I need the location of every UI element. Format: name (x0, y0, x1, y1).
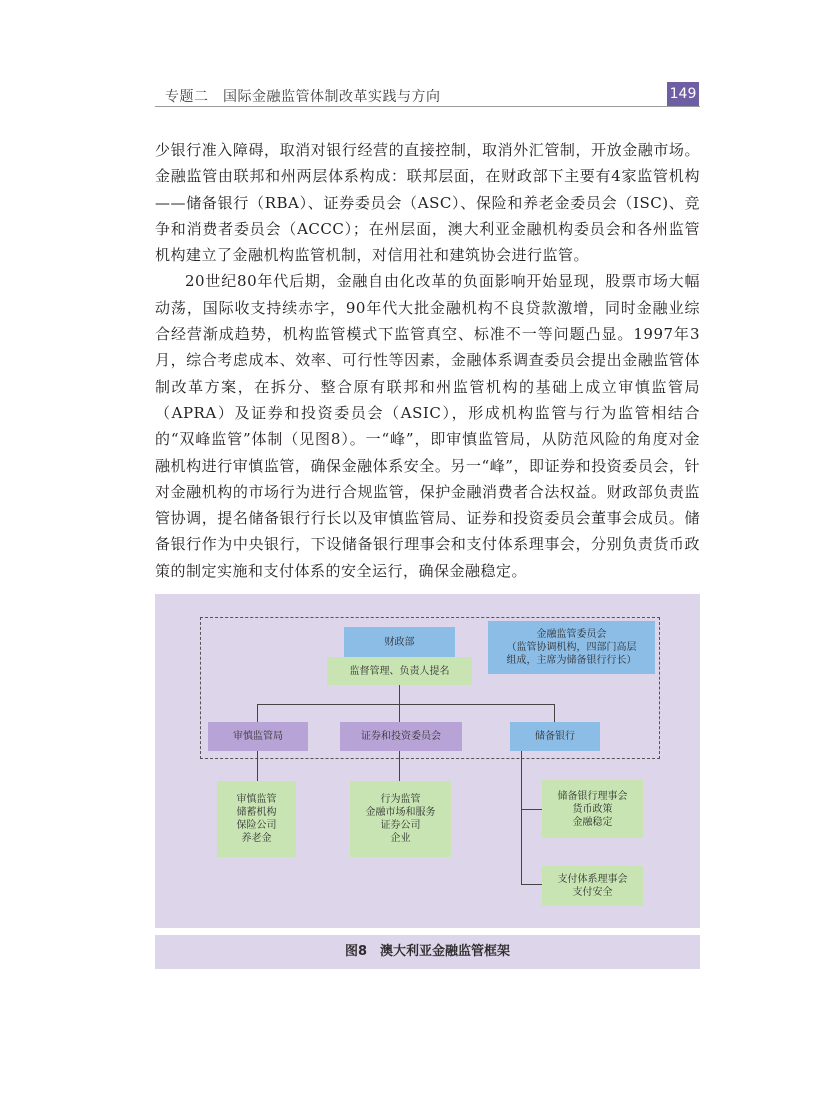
header-rule (155, 106, 700, 107)
treasury-box (344, 627, 455, 657)
council-line: （监管协调机构，四部门高层 (506, 642, 637, 653)
rba-label: 储备银行 (535, 731, 575, 742)
rba-board-box (542, 780, 643, 838)
apra-scope-line: 储蓄机构 (236, 807, 277, 818)
apra-label: 审慎监管局 (233, 731, 283, 742)
rba-box (510, 722, 600, 751)
paragraph-1: 少银行准入障碍，取消对银行经营的直接控制，取消外汇管制，开放金融市场。金融监管由联邦和州两层体系构成：联邦层面，在财政部下主要有4家监管机构——储备银行（RBA）、证券委员会（ASC）、保险和养老金委员会（ISC)、竞争和消费者委员会（ACCC）；在州层面，澳大利亚金融机构委员会和各州监管机构建立了金融机构监管机制，对信用社和建筑协会进行监管。 (155, 141, 700, 265)
connector-line (257, 704, 555, 705)
connector-line (521, 884, 542, 885)
treasury-role-box (327, 657, 472, 685)
council-box (488, 621, 655, 674)
connector-line (399, 704, 400, 722)
asic-scope-line: 企业 (390, 833, 411, 844)
connector-line (257, 704, 258, 722)
council-line: 金融监管委员会 (536, 629, 607, 640)
asic-scope-line: 金融市场和服务 (365, 807, 436, 818)
apra-scope-box (217, 781, 296, 857)
body-text (155, 137, 700, 584)
asic-scope-box (350, 781, 451, 857)
apra-scope-line: 保险公司 (236, 820, 277, 831)
apra-scope-line: 养老金 (241, 833, 272, 844)
running-header-title: 专题二 国际金融监管体制改革实践与方向 (165, 89, 441, 105)
connector-line (521, 809, 542, 810)
asic-scope-line: 行为监管 (380, 794, 421, 805)
connector-line (554, 704, 555, 722)
asic-scope-line: 证券公司 (380, 820, 421, 831)
connector-line (521, 751, 522, 885)
rba-board-line: 货币政策 (572, 803, 613, 815)
paragraph-2: 20世纪80年代后期，金融自由化改革的负面影响开始显现，股票市场大幅动荡，国际收支持续赤字，90年代大批金融机构不良贷款激增，同时金融业综合经营渐成趋势，机构监管模式下监管真空、标准不一等问题凸显。1997年3月，综合考虑成本、效率、可行性等因素，金融体系调查委员会提出金融监管体制改革方案，在拆分、整合原有联邦和州监管机构的基础上成立审慎监管局（APRA）及证券和投资委员会（ASIC），形成机构监管与行为监管相结合的“双峰监管”体制（见图8）。一“峰”，即审慎监管局，从防范风险的角度对金融机构进行审慎监管，确保金融体系安全。另一“峰”，即证券和投资委员会，针对金融机构的市场行为进行合规监管，保护金融消费者合法权益。财政部负责监管协调，提名储备银行行长以及审慎监管局、证券和投资委员会董事会成员。储备银行作为中央银行，下设储备银行理事会和支付体系理事会，分别负责货币政策的制定实施和支付体系的安全运行，确保金融稳定。 (155, 272, 700, 580)
payments-board-box (542, 866, 643, 906)
rba-board-line: 金融稳定 (572, 816, 613, 828)
apra-box (208, 722, 308, 751)
connector-line (399, 751, 400, 781)
treasury-label: 财政部 (384, 636, 415, 648)
payments-board-line: 支付安全 (572, 887, 613, 898)
payments-board-line: 支付体系理事会 (557, 874, 628, 885)
asic-box (340, 722, 462, 751)
rba-board-line: 储备银行理事会 (557, 790, 628, 802)
page-number-badge: 149 (667, 82, 699, 106)
connector-line (399, 685, 400, 705)
treasury-role-label: 监督管理、负责人提名 (349, 665, 450, 677)
apra-scope-line: 审慎监管 (236, 794, 277, 805)
connector-line (257, 751, 258, 781)
council-line: 组成，主席为储备银行行长） (506, 655, 637, 666)
asic-label: 证券和投资委员会 (361, 731, 441, 742)
figure-caption: 图8 澳大利亚金融监管框架 (155, 935, 700, 969)
